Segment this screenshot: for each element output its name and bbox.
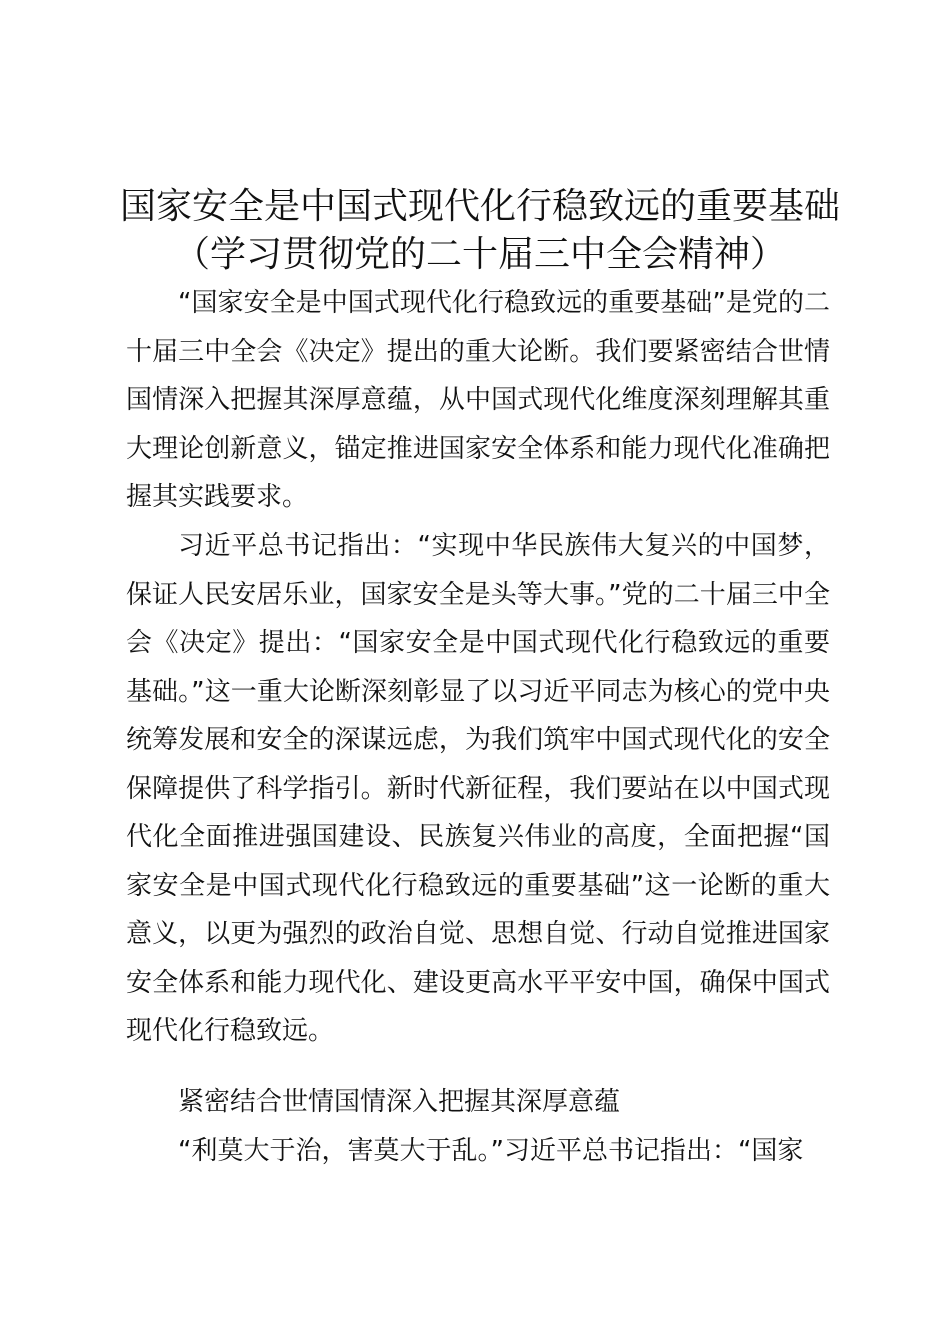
paragraph-2: 习近平总书记指出：“实现中华民族伟大复兴的中国梦，保证人民安居乐业，国家安全是头等大事。”党的二十届三中全会《决定》提出：“国家安全是中国式现代化行稳致远的重要基础。”这一重大论断深刻彰显了以习近平同志为核心的党中央统筹发展和安全的深谋远虑，为我们筑牢中国式现代化的安全保障提供了科学指引。新时代新征程，我们要站在以中国式现代化全面推进强国建设、民族复兴伟业的高度，全面把握“国家安全是中国式现代化行稳致远的重要基础”这一论断的重大意义，以更为强烈的政治自觉、思想自觉、行动自觉推进国家安全体系和能力现代化、建设更高水平平安中国，确保中国式现代化行稳致远。 — [126, 531, 830, 1046]
paragraph-1: “国家安全是中国式现代化行稳致远的重要基础”是党的二十届三中全会《决定》提出的重大论断。我们要紧密结合世情国情深入把握其深厚意蕴，从中国式现代化维度深刻理解其重大理论创新意义，锚定推进国家安全体系和能力现代化准确把握其实践要求。 — [126, 288, 830, 512]
paragraph-3-first-line: “利莫大于治，害莫大于乱。”习近平总书记指出：“国家 — [178, 1136, 804, 1166]
document-subtitle: （学习贯彻党的二十届三中全会精神） — [173, 234, 786, 275]
section-heading: 紧密结合世情国情深入把握其深厚意蕴 — [178, 1087, 621, 1117]
document-title: 国家安全是中国式现代化行稳致远的重要基础 — [119, 186, 840, 227]
